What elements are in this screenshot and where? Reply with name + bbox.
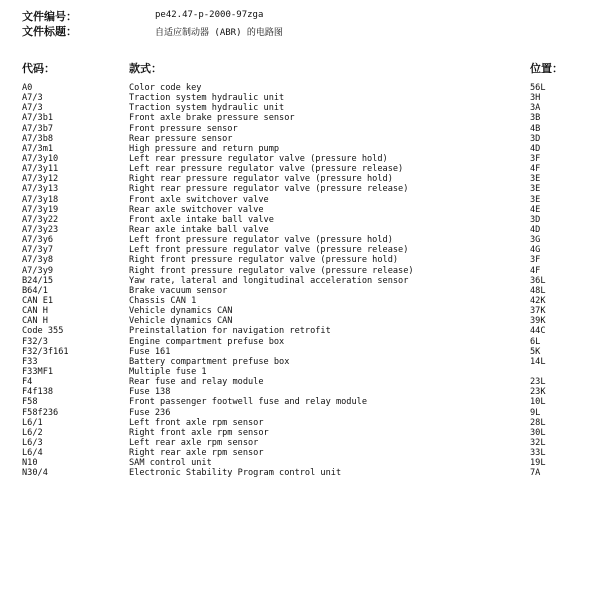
- table-row: [0, 316, 602, 326]
- table-row: [0, 164, 602, 174]
- component-code: L6/1: [22, 417, 43, 428]
- component-description: Brake vacuum sensor: [129, 285, 228, 296]
- component-description: Rear axle switchover valve: [129, 204, 264, 215]
- component-description: Front axle intake ball valve: [129, 214, 274, 225]
- table-row: [0, 124, 602, 134]
- component-position: 3F: [530, 255, 541, 266]
- table-row: [0, 93, 602, 103]
- table-row: [0, 184, 602, 194]
- table-row: [0, 448, 602, 458]
- doc-title-value: 自适应制动器 (ABR) 的电路图: [155, 28, 283, 38]
- component-position: 48L: [530, 285, 546, 296]
- component-list: [0, 83, 602, 478]
- component-code: A7/3b1: [22, 113, 54, 124]
- table-row: [0, 174, 602, 184]
- table-row: [0, 225, 602, 235]
- component-code: CAN E1: [22, 295, 54, 306]
- component-code: CAN H: [22, 316, 48, 327]
- component-position: 7A: [530, 468, 541, 479]
- component-position: 37K: [530, 306, 546, 317]
- doc-number-value: pe42.47-p-2000-97zga: [155, 10, 264, 20]
- component-description: Color code key: [129, 83, 202, 93]
- component-code: A7/3: [22, 93, 43, 104]
- component-code: A7/3y19: [22, 204, 59, 215]
- component-code: N30/4: [22, 468, 48, 479]
- table-row: [0, 347, 602, 357]
- table-row: [0, 397, 602, 407]
- doc-title-label: 文件标题：: [22, 25, 77, 38]
- table-row: [0, 438, 602, 448]
- table-row: [0, 235, 602, 245]
- component-code: A7/3y6: [22, 235, 54, 246]
- component-description: Vehicle dynamics CAN: [129, 316, 233, 327]
- table-row: [0, 418, 602, 428]
- component-description: Left rear pressure regulator valve (pressure hold): [129, 153, 388, 164]
- component-code: A7/3m1: [22, 143, 54, 154]
- component-code: N10: [22, 458, 38, 469]
- component-description: Chassis CAN 1: [129, 295, 197, 306]
- component-position: 23L: [530, 377, 546, 388]
- component-description: Left front pressure regulator valve (pressure hold): [129, 235, 393, 246]
- table-row: [0, 276, 602, 286]
- component-description: Rear axle intake ball valve: [129, 224, 269, 235]
- component-description: Traction system hydraulic unit: [129, 93, 285, 104]
- component-code: A7/3y9: [22, 265, 54, 276]
- component-code: F32/3: [22, 336, 48, 347]
- table-row: [0, 103, 602, 113]
- table-row: [0, 215, 602, 225]
- component-position: 3F: [530, 153, 541, 164]
- table-row: [0, 266, 602, 276]
- component-position: 4D: [530, 224, 541, 235]
- component-description: Rear pressure sensor: [129, 133, 233, 144]
- component-description: Front passenger footwell fuse and relay module: [129, 397, 367, 408]
- table-row: [0, 377, 602, 387]
- component-position: 3D: [530, 133, 541, 144]
- table-row: [0, 357, 602, 367]
- component-code: B24/15: [22, 275, 54, 286]
- component-position: 28L: [530, 417, 546, 428]
- table-row: [0, 408, 602, 418]
- component-code: F33MF1: [22, 366, 54, 377]
- component-position: 3A: [530, 103, 541, 114]
- component-position: 4F: [530, 265, 541, 276]
- column-header-description: 款式：: [129, 62, 162, 75]
- component-code: F33: [22, 356, 38, 367]
- component-code: A7/3y22: [22, 214, 59, 225]
- component-position: 3E: [530, 184, 541, 195]
- component-description: Fuse 236: [129, 407, 171, 418]
- component-position: 6L: [530, 336, 541, 347]
- component-description: Preinstallation for navigation retrofit: [129, 326, 331, 337]
- component-code: A7/3y13: [22, 184, 59, 195]
- component-code: A7/3: [22, 103, 43, 114]
- component-description: Right front pressure regulator valve (pressure release): [129, 265, 414, 276]
- component-position: 3B: [530, 113, 541, 124]
- component-code: A7/3y23: [22, 224, 59, 235]
- component-description: Right front axle rpm sensor: [129, 427, 269, 438]
- component-position: 23K: [530, 387, 546, 398]
- table-row: [0, 306, 602, 316]
- component-description: Left front pressure regulator valve (pressure release): [129, 245, 409, 256]
- table-row: [0, 195, 602, 205]
- component-description: Left rear pressure regulator valve (pressure release): [129, 164, 404, 175]
- component-code: F4f138: [22, 387, 54, 398]
- table-row: [0, 337, 602, 347]
- table-row: [0, 205, 602, 215]
- table-row: [0, 296, 602, 306]
- component-code: Code 355: [22, 326, 64, 337]
- component-code: A7/3y8: [22, 255, 54, 266]
- component-code: CAN H: [22, 306, 48, 317]
- component-description: Battery compartment prefuse box: [129, 356, 290, 367]
- component-code: A7/3y12: [22, 174, 59, 185]
- component-position: 39K: [530, 316, 546, 327]
- component-description: Left front axle rpm sensor: [129, 417, 264, 428]
- component-position: 14L: [530, 356, 546, 367]
- component-position: 30L: [530, 427, 546, 438]
- component-position: 4B: [530, 123, 541, 134]
- component-position: 4E: [530, 204, 541, 215]
- table-row: [0, 428, 602, 438]
- component-code: F58: [22, 397, 38, 408]
- component-code: A0: [22, 83, 33, 93]
- table-row: [0, 255, 602, 265]
- component-description: Rear fuse and relay module: [129, 377, 264, 388]
- component-code: A7/3y18: [22, 194, 59, 205]
- column-header-code: 代码：: [22, 62, 55, 75]
- component-description: Electronic Stability Program control unit: [129, 468, 342, 479]
- component-description: Right rear pressure regulator valve (pressure hold): [129, 174, 393, 185]
- component-position: 3E: [530, 194, 541, 205]
- component-code: A7/3b7: [22, 123, 54, 134]
- component-description: Front axle switchover valve: [129, 194, 269, 205]
- table-row: [0, 458, 602, 468]
- table-row: [0, 387, 602, 397]
- table-row: [0, 367, 602, 377]
- component-code: A7/3y11: [22, 164, 59, 175]
- component-description: Engine compartment prefuse box: [129, 336, 285, 347]
- component-description: Front axle brake pressure sensor: [129, 113, 295, 124]
- component-code: L6/2: [22, 427, 43, 438]
- table-row: [0, 144, 602, 154]
- component-code: F32/3f161: [22, 346, 69, 357]
- component-description: Yaw rate, lateral and longitudinal acceleration sensor: [129, 275, 409, 286]
- component-description: Fuse 138: [129, 387, 171, 398]
- component-description: Right rear axle rpm sensor: [129, 448, 264, 459]
- component-description: Multiple fuse 1: [129, 366, 207, 377]
- component-description: Vehicle dynamics CAN: [129, 306, 233, 317]
- component-code: A7/3y7: [22, 245, 54, 256]
- component-description: Traction system hydraulic unit: [129, 103, 285, 114]
- component-position: 19L: [530, 458, 546, 469]
- component-position: 4D: [530, 143, 541, 154]
- component-code: A7/3b8: [22, 133, 54, 144]
- component-description: Front pressure sensor: [129, 123, 238, 134]
- component-position: 4F: [530, 164, 541, 175]
- component-position: 3D: [530, 214, 541, 225]
- component-description: Left rear axle rpm sensor: [129, 437, 259, 448]
- component-position: 4G: [530, 245, 541, 256]
- component-position: 3H: [530, 93, 541, 104]
- table-row: [0, 154, 602, 164]
- component-code: L6/3: [22, 437, 43, 448]
- table-row: [0, 326, 602, 336]
- component-description: Right rear pressure regulator valve (pressure release): [129, 184, 409, 195]
- doc-number-label: 文件编号：: [22, 10, 77, 23]
- component-position: 3G: [530, 235, 541, 246]
- component-position: 32L: [530, 437, 546, 448]
- component-code: B64/1: [22, 285, 48, 296]
- component-code: A7/3y10: [22, 153, 59, 164]
- component-position: 3E: [530, 174, 541, 185]
- component-position: 42K: [530, 295, 546, 306]
- table-row: [0, 245, 602, 255]
- component-code: L6/4: [22, 448, 43, 459]
- component-position: 5K: [530, 346, 541, 357]
- component-position: 56L: [530, 83, 546, 93]
- table-row: [0, 83, 602, 93]
- component-position: 10L: [530, 397, 546, 408]
- table-row: [0, 286, 602, 296]
- component-description: High pressure and return pump: [129, 143, 280, 154]
- component-code: F58f236: [22, 407, 59, 418]
- component-position: 36L: [530, 275, 546, 286]
- component-code: F4: [22, 377, 33, 388]
- column-header-position: 位置：: [530, 62, 563, 75]
- table-row: [0, 468, 602, 478]
- table-row: [0, 134, 602, 144]
- component-position: 33L: [530, 448, 546, 459]
- component-description: SAM control unit: [129, 458, 212, 469]
- component-description: Right front pressure regulator valve (pressure hold): [129, 255, 399, 266]
- component-position: 9L: [530, 407, 541, 418]
- table-row: [0, 113, 602, 123]
- component-description: Fuse 161: [129, 346, 171, 357]
- component-position: 44C: [530, 326, 546, 337]
